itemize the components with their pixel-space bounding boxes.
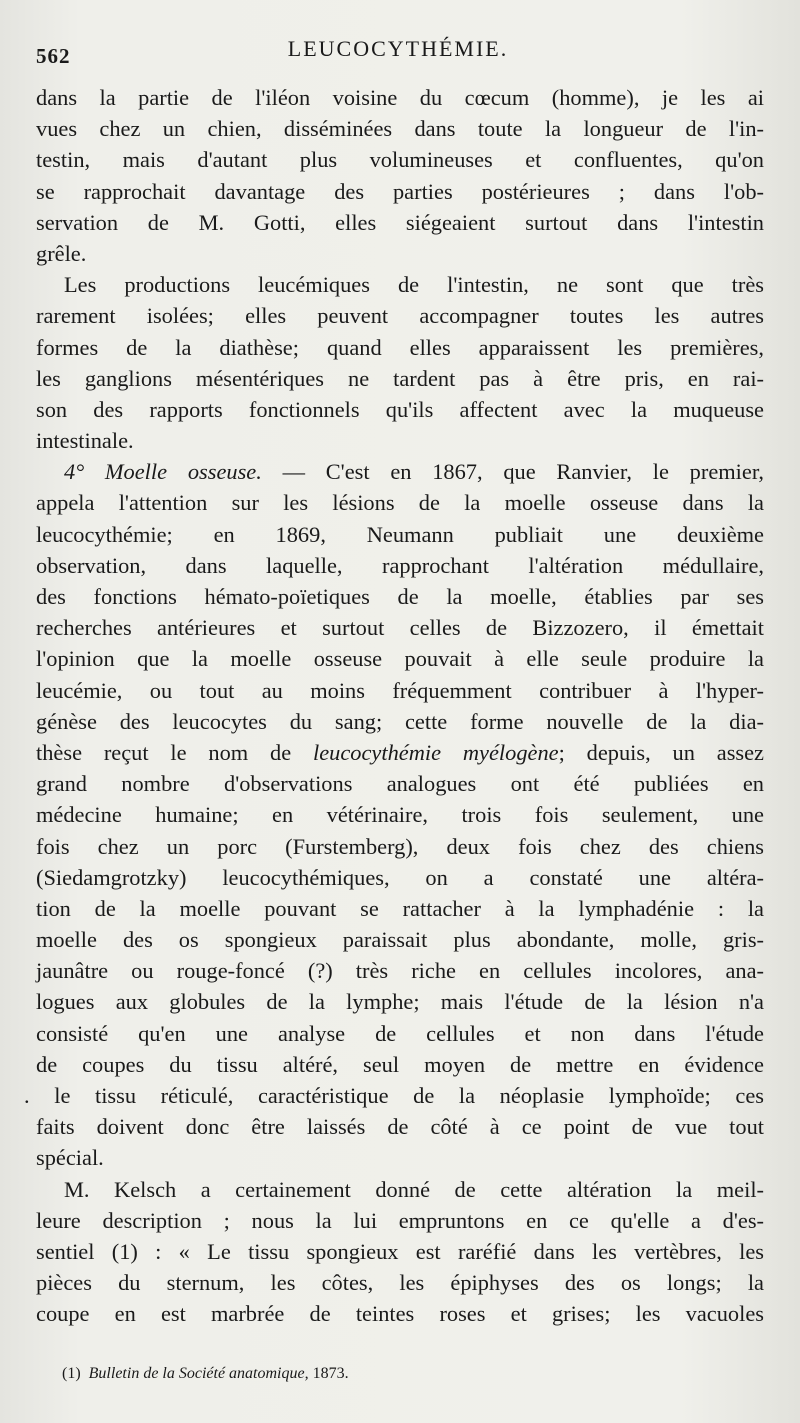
page-number: 562 xyxy=(36,44,71,68)
text-line: coupe en est marbrée de teintes roses et grises; les vacuoles xyxy=(36,1301,764,1327)
text-line: moelle des os spongieux paraissait plus abondante, molle, gris- xyxy=(36,927,764,953)
text-line: grand nombre d'observations analogues ont été publiées en xyxy=(36,771,764,797)
text-line: intestinale. xyxy=(36,428,134,454)
text-fragment: ; depuis, un assez xyxy=(558,739,764,765)
text-line-with-mark xyxy=(24,1080,764,1111)
text-line: observation, dans laquelle, rapprochant l'altération médullaire, xyxy=(36,552,764,578)
text-line: grêle. xyxy=(36,240,87,266)
footnote-source: Bulletin de la Société anatomique, xyxy=(88,1365,309,1382)
text-line: leure description ; nous la lui empruntons en ce qu'elle a d'es- xyxy=(36,1207,764,1233)
text-line: spécial. xyxy=(36,1145,104,1171)
section-4-label: 4° Moelle osseuse. xyxy=(64,459,262,485)
footnote-year: 1873. xyxy=(312,1365,349,1382)
text-fragment: thèse reçut le nom de xyxy=(36,739,292,765)
stray-mark: . xyxy=(24,1083,30,1108)
text-line: se rapprochait davantage des parties postérieures ; dans l'ob- xyxy=(36,178,764,204)
text-line-with-term xyxy=(36,737,764,768)
text-line: vues chez un chien, disséminées dans toute la longueur de l'in- xyxy=(36,116,764,142)
text-fragment: le tissu réticulé, caractéristique de la néoplasie lymphoïde; ces xyxy=(54,1083,764,1108)
text-line: Les productions leucémiques de l'intestin, ne sont que très xyxy=(64,272,764,298)
text-line: jaunâtre ou rouge-foncé (?) très riche en cellules incolores, ana- xyxy=(36,958,764,984)
text-line: rarement isolées; elles peuvent accompagner toutes les autres xyxy=(36,303,764,329)
footnote xyxy=(62,1363,762,1385)
text-line: de coupes du tissu altéré, seul moyen de mettre en évidence xyxy=(36,1051,764,1077)
text-line: leucémie, ou tout au moins fréquemment contribuer à l'hyper- xyxy=(36,677,764,703)
text-line: formes de la diathèse; quand elles apparaissent les premières, xyxy=(36,334,764,360)
text-line: testin, mais d'autant plus volumineuses et confluentes, qu'on xyxy=(36,147,764,173)
text-fragment: — C'est en 1867, que Ranvier, le premier, xyxy=(282,459,764,485)
running-head xyxy=(36,36,760,66)
text-line: M. Kelsch a certainement donné de cette altération la meil- xyxy=(64,1176,764,1202)
italic-term: leucocythémie myélogène xyxy=(313,739,559,765)
text-line: recherches antérieures et surtout celles de Bizzozero, il émettait xyxy=(36,615,764,641)
section-heading-line xyxy=(36,456,764,487)
text-line: appela l'attention sur les lésions de la moelle osseuse dans la xyxy=(36,490,764,516)
text-line: (Siedamgrotzky) leucocythémiques, on a constaté une altéra- xyxy=(36,864,764,890)
text-line: faits doivent donc être laissés de côté à ce point de vue tout xyxy=(36,1114,764,1140)
text-line: les ganglions mésentériques ne tardent pas à être pris, en rai- xyxy=(36,365,764,391)
text-line: génèse des leucocytes du sang; cette forme nouvelle de la dia- xyxy=(36,708,764,734)
text-line: l'opinion que la moelle osseuse pouvait à elle seule produire la xyxy=(36,646,764,672)
text-line: médecine humaine; en vétérinaire, trois fois seulement, une xyxy=(36,802,764,828)
text-line: des fonctions hémato-poïetiques de la moelle, établies par ses xyxy=(36,584,764,609)
text-line: tion de la moelle pouvant se rattacher à la lymphadénie : la xyxy=(36,895,764,921)
text-line: dans la partie de l'iléon voisine du cœcum (homme), je les ai xyxy=(36,85,764,110)
text-line: consisté qu'en une analyse de cellules et non dans l'étude xyxy=(36,1020,764,1046)
text-line: pièces du sternum, les côtes, les épiphyses des os longs; la xyxy=(36,1270,764,1296)
text-line: leucocythémie; en 1869, Neumann publiait une deuxième xyxy=(36,521,764,547)
text-line: son des rapports fonctionnels qu'ils affectent avec la muqueuse xyxy=(36,396,764,422)
text-line: sentiel (1) : « Le tissu spongieux est raréfié dans les vertèbres, les xyxy=(36,1238,764,1264)
text-line: servation de M. Gotti, elles siégeaient surtout dans l'intestin xyxy=(36,209,764,235)
page-title: LEUCOCYTHÉMIE. xyxy=(287,36,509,61)
footnote-marker: (1) xyxy=(62,1365,81,1382)
text-line: logues aux globules de la lymphe; mais l'étude de la lésion n'a xyxy=(36,989,764,1015)
text-line: fois chez un porc (Furstemberg), deux fois chez des chiens xyxy=(36,833,764,859)
body-text xyxy=(24,82,764,1330)
